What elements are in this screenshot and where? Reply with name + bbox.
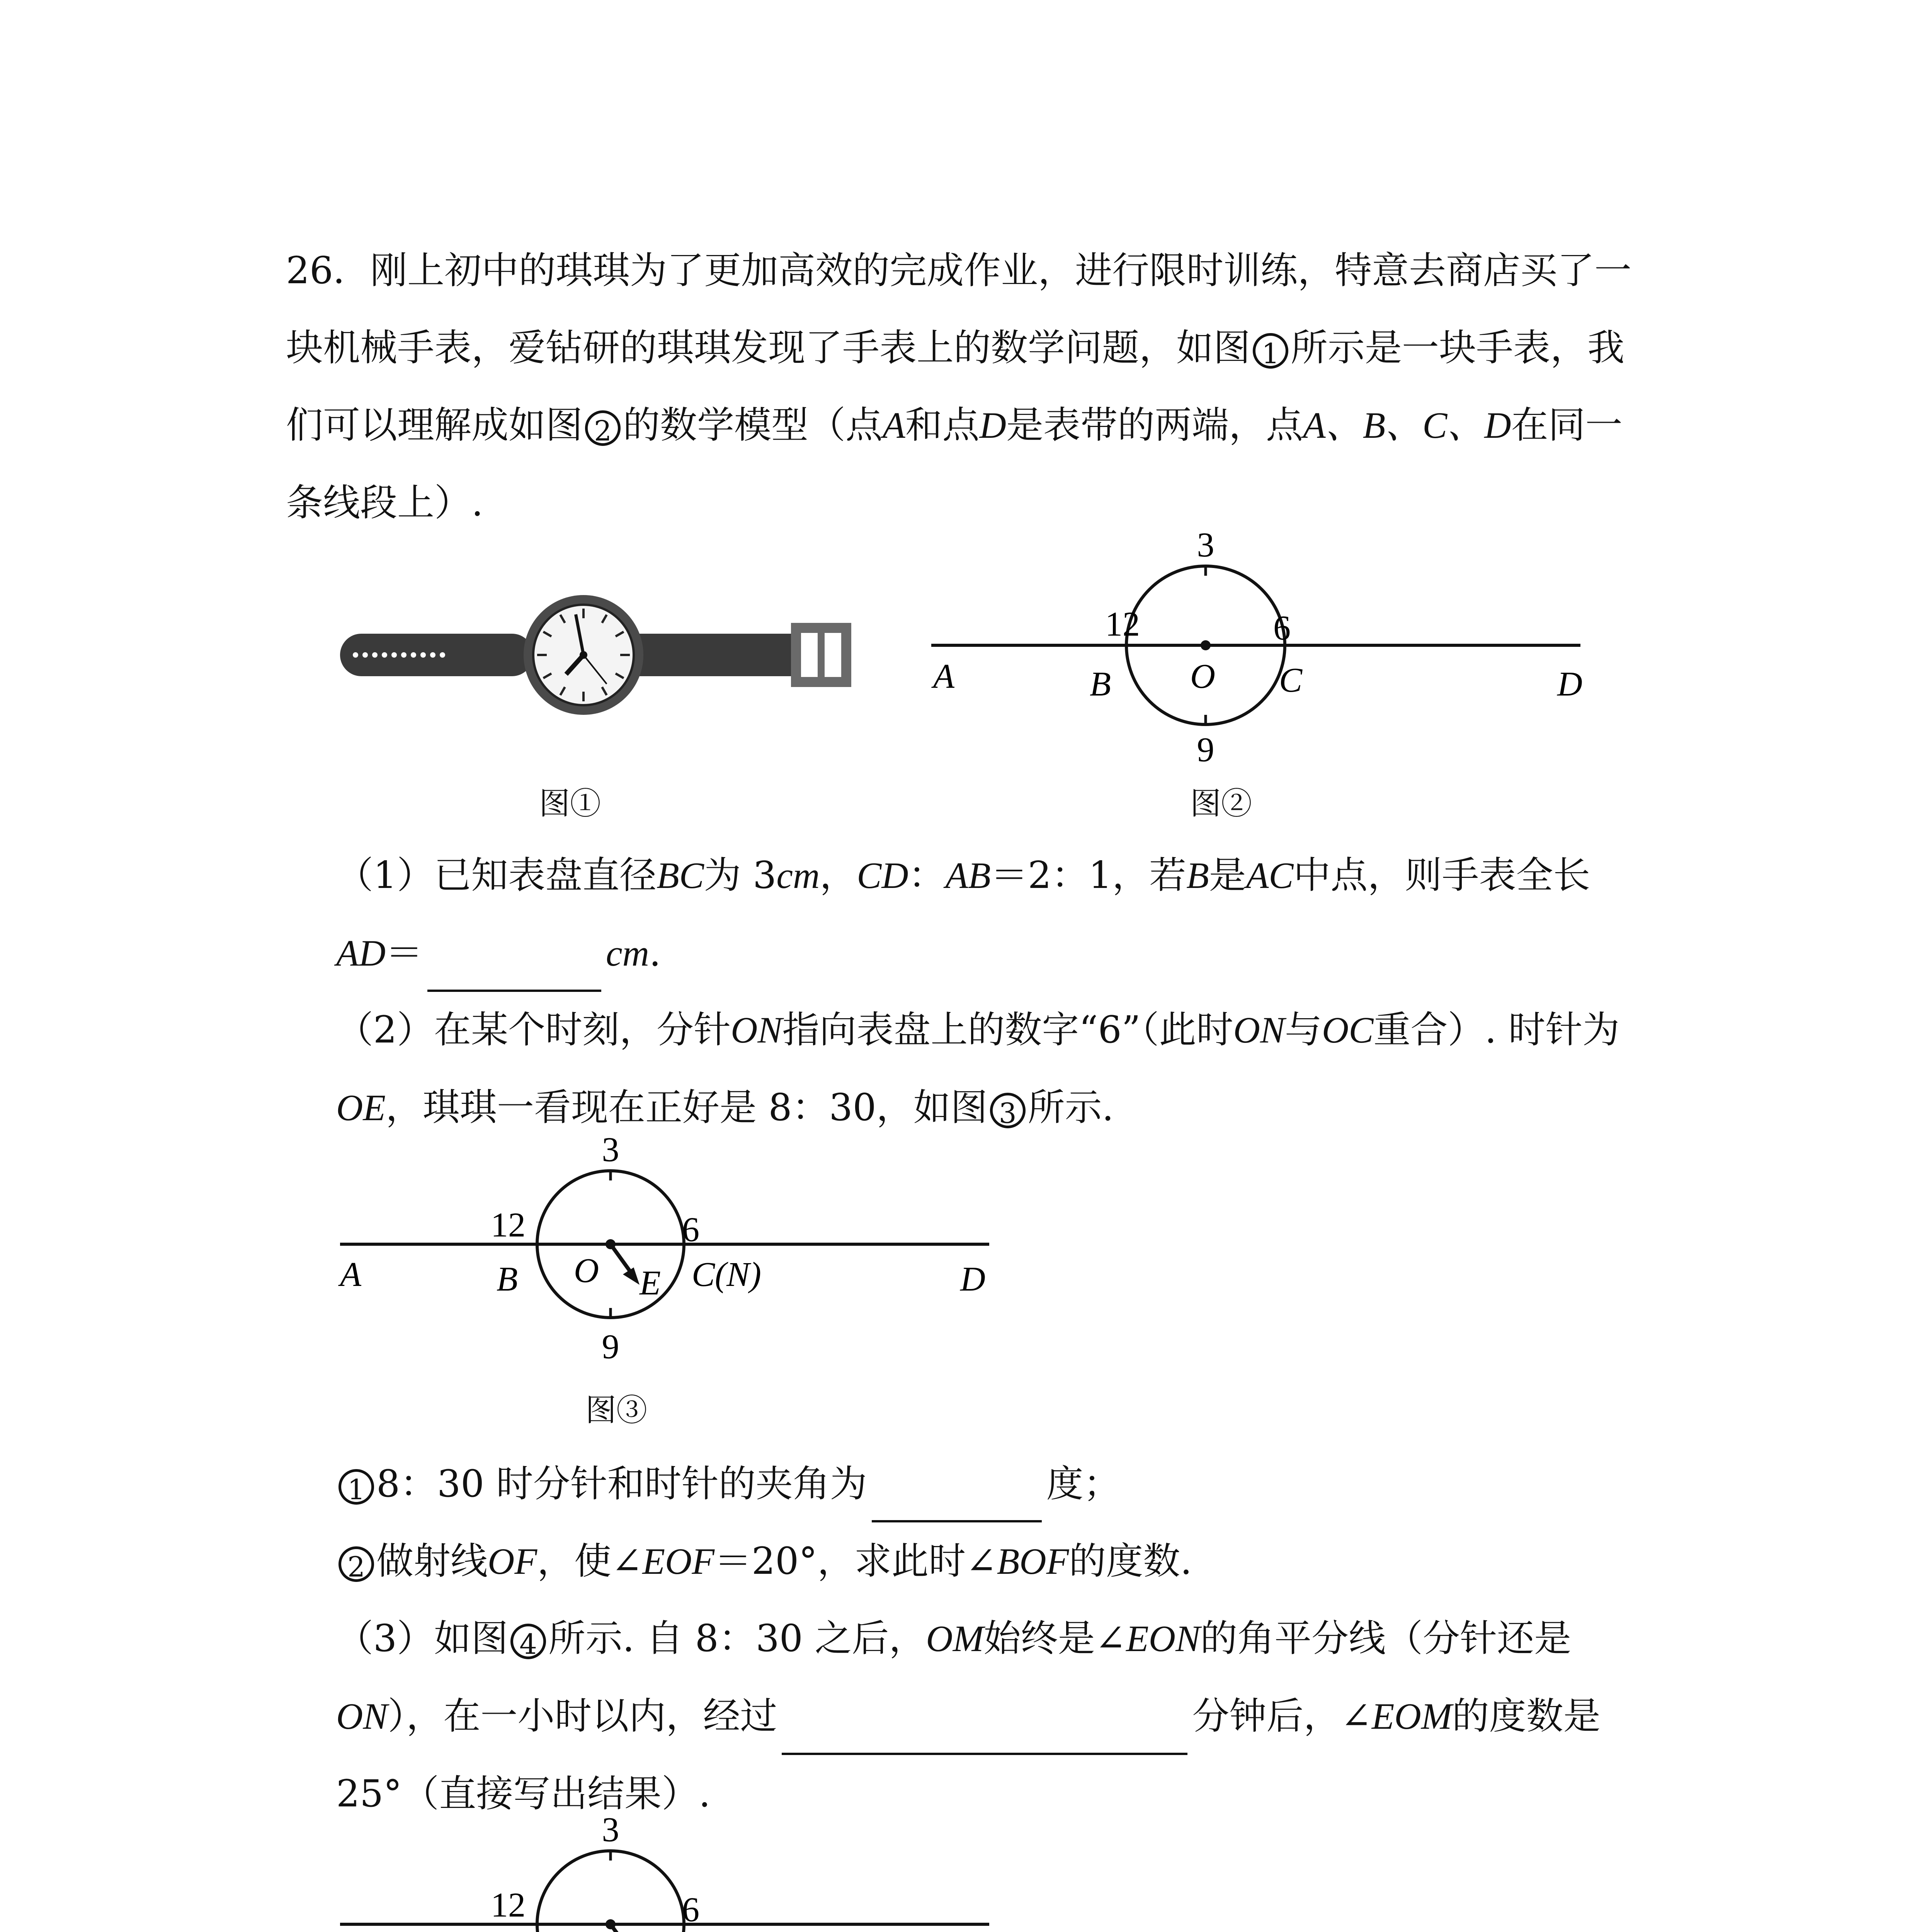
point-a-label: A bbox=[933, 657, 954, 696]
circled-number: 4 bbox=[510, 1624, 546, 1659]
fig3-caption: 图③ bbox=[585, 1392, 647, 1428]
point-o-label: O bbox=[574, 1252, 599, 1290]
sub-question-2: 2 做射线OF，使∠EOF＝20°，求此时∠BOF的度数. bbox=[336, 1522, 1635, 1600]
answer-blank-angle[interactable] bbox=[872, 1485, 1042, 1522]
dial-right-label: 6 bbox=[682, 1211, 699, 1249]
point-o-label: O bbox=[1190, 657, 1215, 696]
fig2-diagram bbox=[920, 526, 1615, 792]
dial-bottom-label: 9 bbox=[1197, 731, 1214, 769]
point-a-label: A bbox=[340, 1255, 361, 1294]
answer-blank-part1[interactable] bbox=[427, 954, 601, 992]
watch-strap-right bbox=[634, 634, 800, 676]
watch-figure bbox=[340, 591, 866, 715]
fig1-caption: 图① bbox=[539, 786, 601, 821]
point-cn-label: C(N) bbox=[692, 1255, 761, 1294]
fig4-diagram bbox=[332, 1812, 1028, 1932]
dial-left-label: 12 bbox=[491, 1206, 526, 1244]
question-number: 26． bbox=[286, 249, 371, 292]
dial-left-label: 12 bbox=[491, 1886, 526, 1924]
watch-strap-left bbox=[340, 634, 533, 676]
circled-number: 1 bbox=[1253, 333, 1288, 369]
dial-top-label: 3 bbox=[602, 1131, 619, 1169]
dial-bottom-label: 9 bbox=[602, 1328, 619, 1366]
center-dot bbox=[1201, 640, 1211, 650]
dial-top-label: 3 bbox=[602, 1811, 619, 1849]
fig2-caption: 图② bbox=[1190, 786, 1252, 821]
dial-right-label: 6 bbox=[1273, 609, 1291, 647]
point-c-label: C bbox=[1279, 661, 1303, 699]
hour-hand-arrow bbox=[623, 1267, 640, 1285]
point-d-label: D bbox=[1557, 665, 1582, 703]
circled-number: 1 bbox=[338, 1469, 374, 1505]
part1-text: （1）已知表盘直径BC为 3cm，CD：AB＝2：1，若B是AC中点，则手表全长AD＝ cm. bbox=[336, 837, 1635, 992]
point-e-label: E bbox=[640, 1264, 661, 1302]
point-b-label: B bbox=[497, 1260, 518, 1298]
dial-left-label: 12 bbox=[1105, 605, 1140, 643]
dial-right-label: 6 bbox=[682, 1891, 699, 1929]
part3-text: （3）如图 4 所示. 自 8：30 之后，OM始终是∠EON的角平分线（分针还是ON），在一小时以内，经过 分钟后，∠EOM的度数是 25°（直接写出结果）. bbox=[336, 1617, 1601, 1815]
answer-blank-minutes[interactable] bbox=[782, 1717, 1187, 1755]
dial-top-label: 3 bbox=[1197, 526, 1214, 564]
hour-hand-oe bbox=[611, 1244, 631, 1272]
question-intro: 26．刚上初中的琪琪为了更加高效的完成作业，进行限时训练，特意去商店买了一块机械手表，爱钻研的琪琪发现了手表上的数学问题，如图 1 所示是一块手表，我们可以理解成如图 2 的数学模型（点A和点D是表带的两端，点A、B、C、D在同一条线段上）. bbox=[286, 249, 1632, 524]
sub-question-1: 1 8：30 时分针和时针的夹角为 度； bbox=[336, 1445, 1635, 1522]
point-b-label: B bbox=[1090, 665, 1111, 703]
circled-number: 3 bbox=[990, 1093, 1026, 1128]
point-d-label: D bbox=[960, 1260, 985, 1298]
circled-number: 2 bbox=[338, 1546, 374, 1582]
part2-text: （2）在某个时刻，分针ON指向表盘上的数字“6”（此时ON与OC重合）. 时针为OE，琪琪一看现在正好是 8：30，如图 3 所示. bbox=[336, 1008, 1620, 1129]
fig3-diagram bbox=[332, 1132, 1028, 1372]
circled-number: 2 bbox=[585, 410, 621, 446]
